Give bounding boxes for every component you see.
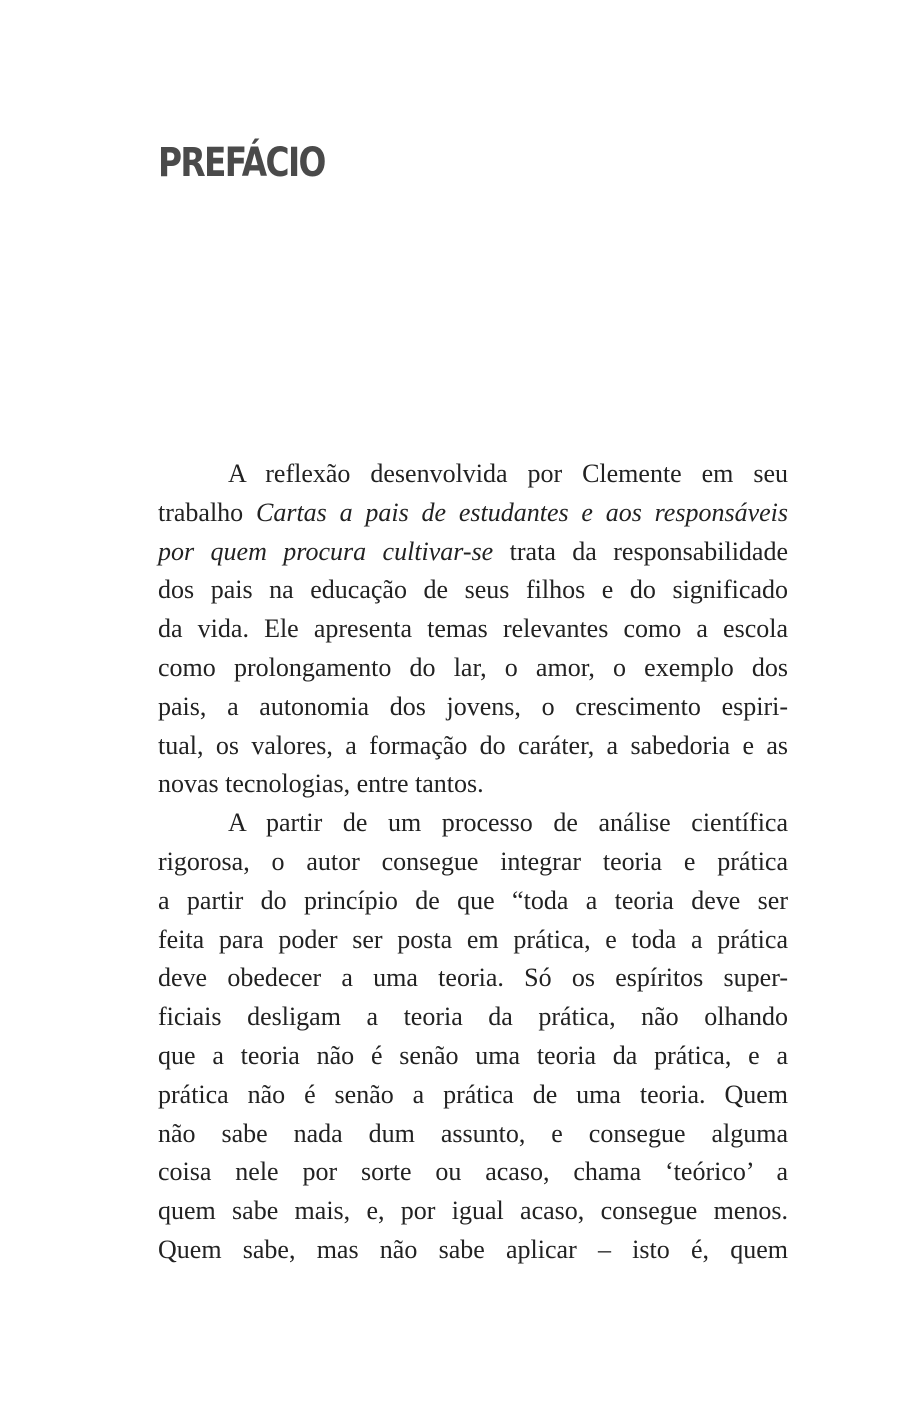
text-line: A partir de um processo de análise científica	[228, 808, 788, 838]
text-line: que a teoria não é senão uma teoria da prática, e a	[158, 1040, 788, 1070]
text-line: A reflexão desenvolvida por Clemente em seu	[228, 459, 788, 488]
paragraph-1	[158, 455, 788, 804]
text-line: rigorosa, o autor consegue integrar teoria e prática	[158, 846, 788, 876]
text-line: pais, a autonomia dos jovens, o crescimento espiri-	[158, 691, 788, 721]
book-title-italic: por quem procura cultivar-se	[158, 536, 494, 566]
text-line: novas tecnologias, entre tantos.	[158, 769, 484, 799]
text-line: quem sabe mais, e, por igual acaso, consegue menos.	[158, 1196, 788, 1226]
text-line: como prolongamento do lar, o amor, o exemplo dos	[158, 652, 788, 682]
text-run: trata da responsabilidade	[509, 536, 788, 566]
text-line: prática não é senão a prática de uma teoria. Quem	[158, 1079, 788, 1109]
text-line: deve obedecer a uma teoria. Só os espíritos super-	[158, 963, 788, 993]
text-line: ficiais desligam a teoria da prática, não olhando	[158, 1002, 788, 1032]
text-line: tual, os valores, a formação do caráter, a sabedoria e as	[158, 730, 788, 760]
paragraph-2	[158, 804, 788, 1270]
text-line: Quem sabe, mas não sabe aplicar – isto é, quem	[158, 1234, 788, 1264]
text-line: dos pais na educação de seus filhos e do significado	[158, 575, 788, 605]
text-line	[158, 533, 788, 572]
text-run: trabalho	[158, 497, 244, 527]
text-line: feita para poder ser posta em prática, e toda a prática	[158, 924, 788, 954]
text-line	[158, 494, 788, 533]
book-title-italic: Cartas a pais de estudantes e aos responsáveis	[255, 497, 788, 527]
text-line: coisa nele por sorte ou acaso, chama ‘teórico’ a	[158, 1157, 788, 1187]
text-line: a partir do princípio de que “toda a teoria deve ser	[158, 885, 788, 915]
body-text	[158, 455, 788, 1270]
text-line: da vida. Ele apresenta temas relevantes como a escola	[158, 614, 788, 644]
text-line: não sabe nada dum assunto, e consegue alguma	[158, 1118, 788, 1148]
chapter-title: PREFÁCIO	[158, 140, 325, 186]
